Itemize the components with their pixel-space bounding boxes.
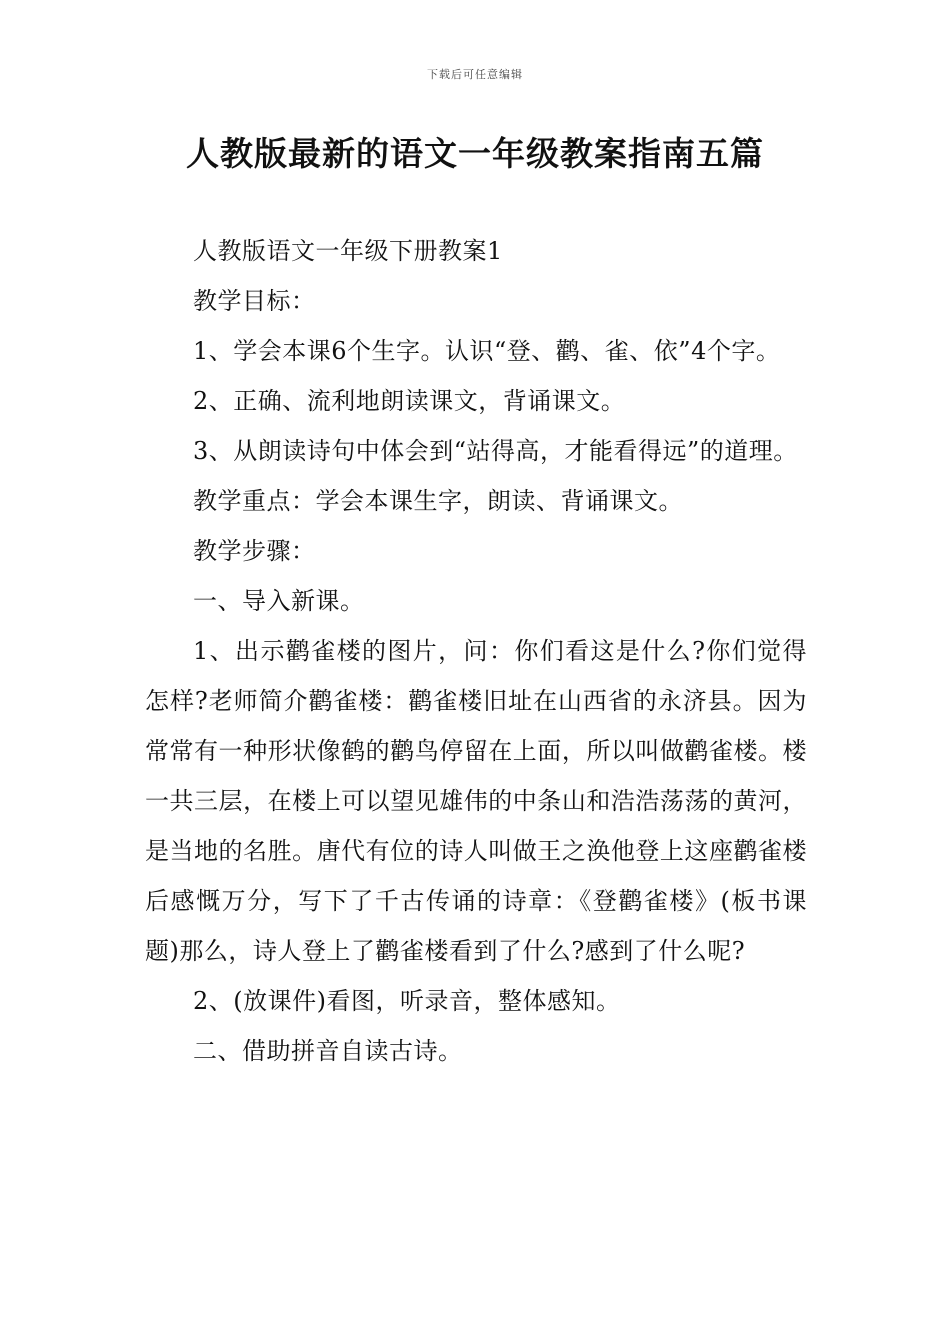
document-title: 人教版最新的语文一年级教案指南五篇	[186, 134, 764, 173]
paragraph-goal-1: 1、学会本课6个生字。认识“登、鹳、雀、依”4个字。	[193, 337, 781, 365]
paragraph-key-points: 教学重点：学会本课生字，朗读、背诵课文。	[193, 487, 683, 515]
paragraph-lesson-heading: 人教版语文一年级下册教案1	[193, 237, 503, 265]
paragraph-goal-3: 3、从朗读诗句中体会到“站得高，才能看得远”的道理。	[193, 437, 798, 465]
paragraph-steps-heading: 教学步骤：	[193, 537, 316, 565]
paragraph-step-two: 二、借助拼音自读古诗。	[193, 1037, 463, 1065]
paragraph-step-one-detail: 1、出示鹳雀楼的图片，问：你们看这是什么?你们觉得怎样?老师简介鹳雀楼：鹳雀楼旧址在山西省的永济县。因为常常有一种形状像鹤的鹳鸟停留在上面，所以叫做鹳雀楼。楼一共三层，在楼上可以望见雄伟的中条山和浩浩荡荡的黄河，是当地的名胜。唐代有位的诗人叫做王之涣他登上这座鹳雀楼后感慨万分，写下了千古传诵的诗章：《登鹳雀楼》(板书课题)那么，诗人登上了鹳雀楼看到了什么?感到了什么呢?	[145, 637, 807, 965]
paragraph-goal-2: 2、正确、流利地朗读课文，背诵课文。	[193, 387, 626, 415]
document-body	[145, 226, 807, 1076]
paragraph-step-one-listen: 2、(放课件)看图，听录音，整体感知。	[193, 987, 621, 1015]
paragraph-goals-heading: 教学目标：	[193, 287, 316, 315]
header-note: 下载后可任意编辑	[427, 68, 523, 81]
paragraph-step-one: 一、导入新课。	[193, 587, 365, 615]
